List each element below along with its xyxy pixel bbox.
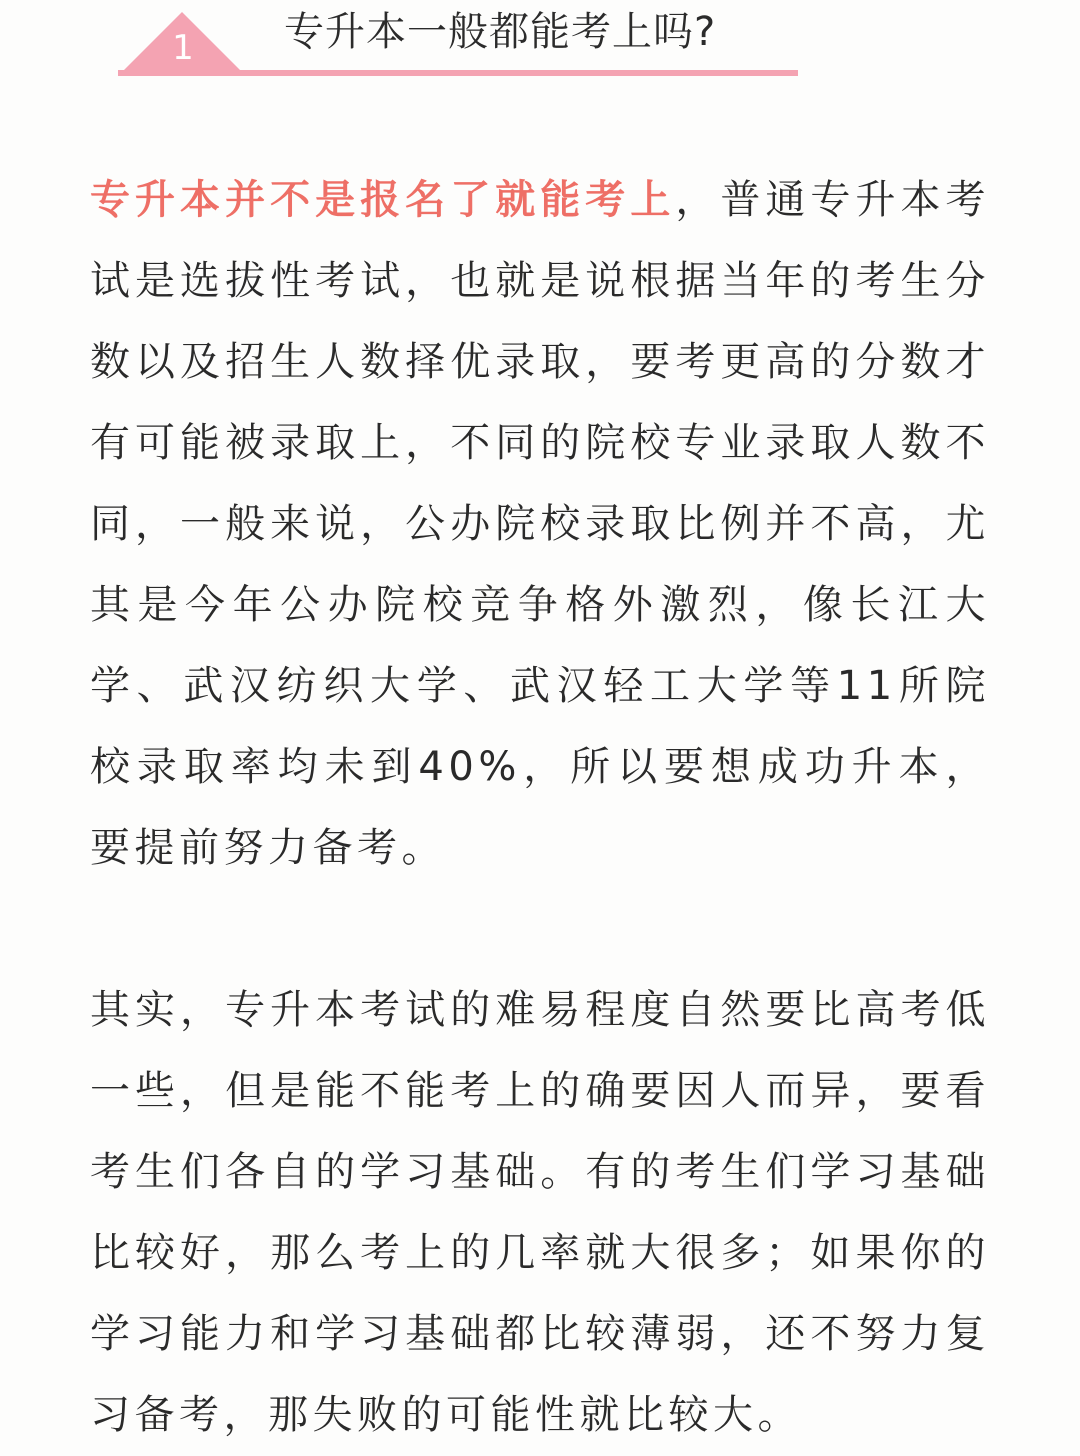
section-header	[0, 0, 1080, 90]
paragraph-2: 其实，专升本考试的难易程度自然要比高考低一些，但是能不能考上的确要因人而异，要看考生们各自的学习基础。有的考生们学习基础比较好，那么考上的几率就大很多；如果你的学习能力和学习基础都比较薄弱，还不努力复习备考，那失败的可能性就比较大。	[90, 987, 990, 1438]
section-number: 1	[172, 28, 194, 68]
highlighted-lead: 专升本并不是报名了就能考上	[90, 177, 676, 223]
paragraph-1	[90, 160, 990, 889]
header-underline	[118, 70, 798, 76]
paragraph-1-text: ，普通专升本考试是选拔性考试，也就是说根据当年的考生分数以及招生人数择优录取，要考更高的分数才有可能被录取上，不同的院校专业录取人数不同，一般来说，公办院校录取比例并不高，尤其是今年公办院校竞争格外激烈，像长江大学、武汉纺织大学、武汉轻工大学等11所院校录取率均未到40%，所以要想成功升本，要提前努力备考。	[90, 177, 991, 871]
section-title: 专升本一般都能考上吗?	[284, 9, 717, 55]
article-body	[90, 160, 990, 1456]
